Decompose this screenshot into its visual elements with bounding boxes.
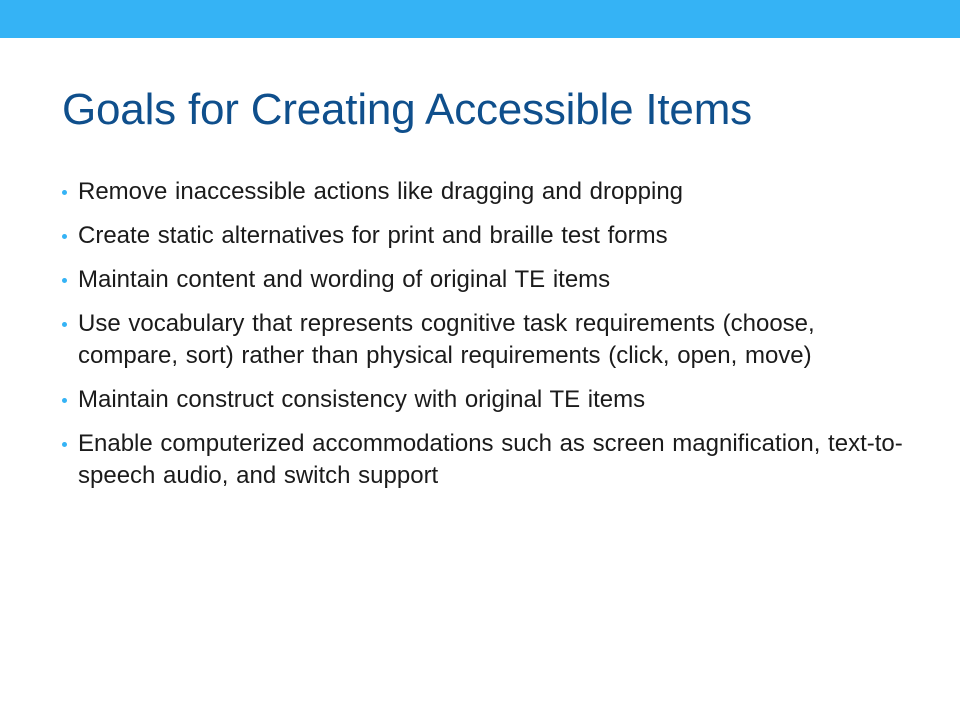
bullet-text: Remove inaccessible actions like dragging and dropping: [78, 178, 684, 205]
bullet-dot-icon: [62, 190, 67, 195]
bullet-item: [62, 176, 912, 208]
bullet-text: Maintain content and wording of original TE items: [78, 266, 611, 293]
bullet-dot-icon: [62, 322, 67, 327]
bullet-item: [62, 384, 912, 416]
bullet-text: Maintain construct consistency with original TE items: [78, 386, 646, 413]
bullet-dot-icon: [62, 278, 67, 283]
bullet-dot-icon: [62, 234, 67, 239]
bullet-dot-icon: [62, 398, 67, 403]
bullet-item: [62, 308, 912, 372]
bullet-dot-icon: [62, 442, 67, 447]
bullet-item: [62, 264, 912, 296]
bullet-item: [62, 428, 912, 492]
bullet-text: Enable computerized accommodations such as screen magnification, text-to-speech audio, and switch support: [78, 430, 903, 489]
bullet-item: [62, 220, 912, 252]
bullet-list: [62, 176, 912, 504]
slide-title: Goals for Creating Accessible Items: [62, 85, 752, 134]
top-accent-bar: [0, 0, 960, 38]
bullet-text: Create static alternatives for print and braille test forms: [78, 222, 668, 249]
bullet-text: Use vocabulary that represents cognitive task requirements (choose, compare, sort) rather than physical requirements (click, open, move): [78, 310, 815, 369]
